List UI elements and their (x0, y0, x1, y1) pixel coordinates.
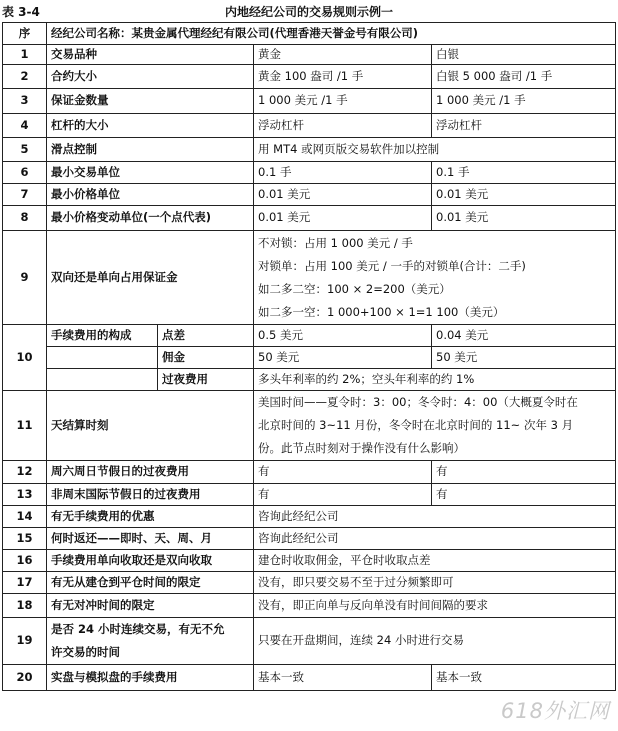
row-number: 7 (3, 184, 47, 206)
silver-value-cell: 0.1 手 (432, 162, 616, 184)
row-number: 1 (3, 45, 47, 65)
item-cell: 最小价格单位 (47, 184, 254, 206)
gold-value-cell: 基本一致 (254, 665, 432, 691)
row-number: 6 (3, 162, 47, 184)
item-cell-empty (47, 369, 158, 391)
table-row (3, 506, 616, 528)
silver-value-cell: 0.01 美元 (432, 184, 616, 206)
row-number: 12 (3, 461, 47, 484)
table-row (3, 45, 616, 65)
item-cell: 滑点控制 (47, 138, 254, 162)
value-cell: 没有，即只要交易不至于过分频繁即可 (254, 572, 616, 594)
silver-value-cell: 有 (432, 461, 616, 484)
table-row (3, 528, 616, 550)
item-cell (47, 618, 254, 665)
item-cell: 手续费用的构成 (47, 325, 158, 347)
gold-value-cell: 浮动杠杆 (254, 114, 432, 138)
value-cell (254, 231, 616, 325)
item-cell: 实盘与模拟盘的手续费用 (47, 665, 254, 691)
value-cell: 建仓时收取佣金，平仓时收取点差 (254, 550, 616, 572)
table-row (3, 184, 616, 206)
row-number: 2 (3, 65, 47, 89)
row-number: 16 (3, 550, 47, 572)
gold-value-cell: 0.1 手 (254, 162, 432, 184)
seq-header: 序 (3, 23, 47, 45)
item-cell: 合约大小 (47, 65, 254, 89)
table-row (3, 618, 616, 665)
table-row (3, 550, 616, 572)
item-cell: 非周末国际节假日的过夜费用 (47, 484, 254, 506)
item-cell-empty (47, 347, 158, 369)
sub-label-cell: 点差 (158, 325, 254, 347)
table-row (3, 162, 616, 184)
item-cell: 杠杆的大小 (47, 114, 254, 138)
row-number: 9 (3, 231, 47, 325)
row-number: 17 (3, 572, 47, 594)
table-row (3, 325, 616, 347)
table-row (3, 665, 616, 691)
value-cell: 多头年利率的约 2%；空头年利率的约 1% (254, 369, 616, 391)
table-row (3, 484, 616, 506)
gold-value-cell: 有 (254, 461, 432, 484)
value-cell: 没有，即正向单与反向单没有时间间隔的要求 (254, 594, 616, 618)
row-number: 18 (3, 594, 47, 618)
silver-value-cell: 1 000 美元 /1 手 (432, 89, 616, 114)
cell-line: 如二多二空：100 × 2=200（美元） (258, 281, 451, 296)
gold-value-cell: 1 000 美元 /1 手 (254, 89, 432, 114)
table-row (3, 347, 616, 369)
gold-value-cell: 0.5 美元 (254, 325, 432, 347)
gold-value-cell: 黄金 (254, 45, 432, 65)
silver-value-cell: 基本一致 (432, 665, 616, 691)
table-number: 表 3-4 (2, 5, 40, 19)
gold-value-cell: 黄金 100 盎司 /1 手 (254, 65, 432, 89)
item-cell: 周六周日节假日的过夜费用 (47, 461, 254, 484)
table-row (3, 391, 616, 461)
row-number: 14 (3, 506, 47, 528)
table-header (0, 0, 618, 22)
cell-line: 不对锁：占用 1 000 美元 / 手 (258, 235, 413, 250)
row-number: 11 (3, 391, 47, 461)
row-number: 13 (3, 484, 47, 506)
value-cell: 用 MT4 或网页版交易软件加以控制 (254, 138, 616, 162)
row-number: 15 (3, 528, 47, 550)
sub-label-cell: 过夜费用 (158, 369, 254, 391)
cell-line: 北京时间的 3~11 月份，冬令时在北京时间的 11~ 次年 3 月 (258, 418, 574, 432)
item-cell: 有无手续费用的优惠 (47, 506, 254, 528)
value-cell: 咨询此经纪公司 (254, 528, 616, 550)
row-number: 20 (3, 665, 47, 691)
sub-label-cell: 佣金 (158, 347, 254, 369)
table-row (3, 572, 616, 594)
item-cell: 双向还是单向占用保证金 (47, 231, 254, 325)
table-row (3, 65, 616, 89)
table-row (3, 138, 616, 162)
item-cell: 最小交易单位 (47, 162, 254, 184)
item-cell: 手续费用单向收取还是双向收取 (47, 550, 254, 572)
item-cell: 交易品种 (47, 45, 254, 65)
value-cell: 咨询此经纪公司 (254, 506, 616, 528)
cell-line: 许交易的时间 (51, 645, 120, 659)
row-number: 5 (3, 138, 47, 162)
silver-value-cell: 0.01 美元 (432, 206, 616, 231)
item-cell: 保证金数量 (47, 89, 254, 114)
gold-value-cell: 有 (254, 484, 432, 506)
item-cell: 天结算时刻 (47, 391, 254, 461)
table-row (3, 369, 616, 391)
item-cell: 有无对冲时间的限定 (47, 594, 254, 618)
value-cell (254, 391, 616, 461)
table-title: 内地经纪公司的交易规则示例一 (224, 5, 393, 19)
cell-line: 如二多一空：1 000+100 × 1=1 100（美元） (258, 304, 505, 319)
rules-table (2, 22, 616, 691)
gold-value-cell: 0.01 美元 (254, 206, 432, 231)
table-row (3, 23, 616, 45)
table-row (3, 114, 616, 138)
gold-value-cell: 50 美元 (254, 347, 432, 369)
gold-value-cell: 0.01 美元 (254, 184, 432, 206)
value-cell: 只要在开盘期间，连续 24 小时进行交易 (254, 618, 616, 665)
row-number: 4 (3, 114, 47, 138)
table-row (3, 231, 616, 325)
table-row (3, 89, 616, 114)
table-row (3, 206, 616, 231)
cell-line: 美国时间——夏令时：3：00；冬令时：4：00（大概夏令时在 (258, 395, 578, 409)
item-cell: 何时返还——即时、天、周、月 (47, 528, 254, 550)
silver-value-cell: 有 (432, 484, 616, 506)
row-number: 3 (3, 89, 47, 114)
row-number: 19 (3, 618, 47, 665)
cell-line: 是否 24 小时连续交易，有无不允 (51, 622, 225, 636)
item-cell: 最小价格变动单位(一个点代表) (47, 206, 254, 231)
silver-value-cell: 浮动杠杆 (432, 114, 616, 138)
cell-line: 对锁单：占用 100 美元 / 一手的对锁单(合计：二手) (258, 258, 526, 273)
table-row (3, 461, 616, 484)
silver-value-cell: 0.04 美元 (432, 325, 616, 347)
silver-value-cell: 白银 5 000 盎司 /1 手 (432, 65, 616, 89)
silver-value-cell: 50 美元 (432, 347, 616, 369)
row-number: 10 (3, 325, 47, 391)
row-number: 8 (3, 206, 47, 231)
company-name-cell: 经纪公司名称：某贵金属代理经纪有限公司(代理香港天誉金号有限公司) (47, 23, 616, 45)
watermark: 618外汇网 (500, 699, 610, 723)
item-cell: 有无从建仓到平仓时间的限定 (47, 572, 254, 594)
table-row (3, 594, 616, 618)
cell-line: 份。此节点时刻对于操作没有什么影响） (258, 441, 465, 455)
silver-value-cell: 白银 (432, 45, 616, 65)
